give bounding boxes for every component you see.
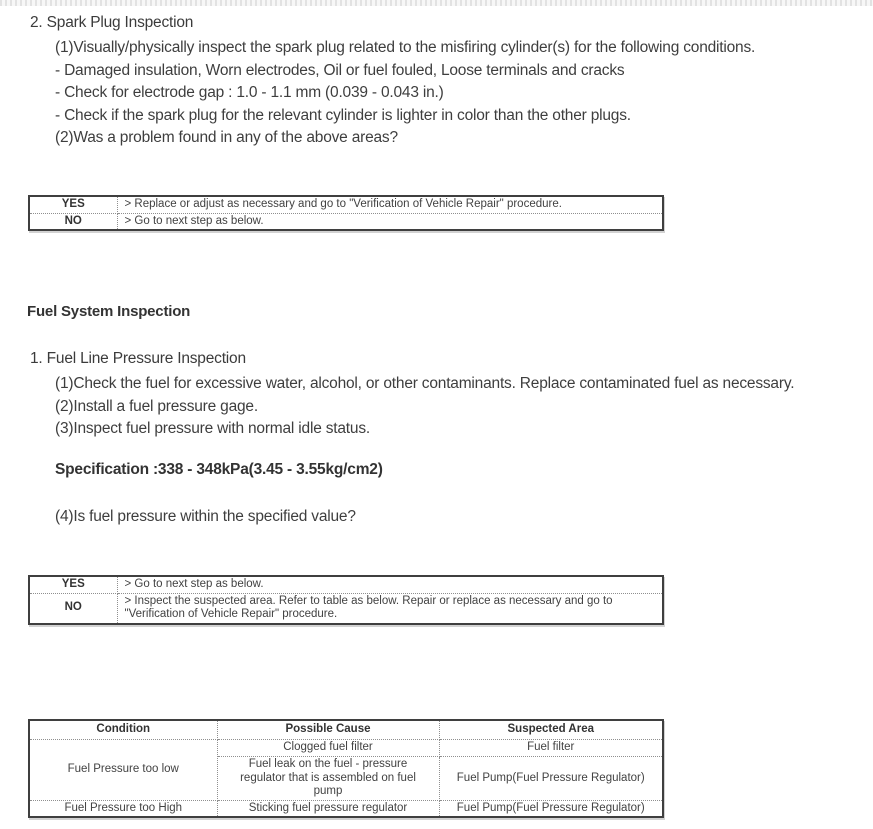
condition-cell: Fuel Pressure too low xyxy=(29,740,217,801)
condition-cell: Fuel Pressure too High xyxy=(29,800,217,817)
no-action-text: > Inspect the suspected area. Refer to table as below. Repair or replace as necessary and go to "Verification of Vehicle Repair" procedure. xyxy=(117,593,663,624)
specification-text: Specification :338 - 348kPa(3.45 - 3.55kg/cm2) xyxy=(55,461,383,478)
area-cell: Fuel Pump(Fuel Pressure Regulator) xyxy=(439,757,663,801)
spark-plug-section-title: 2. Spark Plug Inspection xyxy=(30,14,194,31)
procedure-step: (2)Install a fuel pressure gage. xyxy=(55,397,258,415)
procedure-step: (2)Was a problem found in any of the above areas? xyxy=(55,129,398,146)
yes-label: YES xyxy=(29,576,117,593)
column-header-condition: Condition xyxy=(29,720,217,740)
page-top-edge xyxy=(0,0,873,6)
procedure-step: (3)Inspect fuel pressure with normal idle status. xyxy=(55,420,370,437)
procedure-step: (1)Visually/physically inspect the spark plug related to the misfiring cylinder(s) for the following conditions. xyxy=(55,39,756,56)
fuel-pressure-diagnosis-table xyxy=(28,719,664,818)
table-header-row xyxy=(29,720,663,740)
table-row xyxy=(29,196,663,213)
table-row xyxy=(29,740,663,757)
area-cell: Fuel Pump(Fuel Pressure Regulator) xyxy=(439,800,663,817)
table-row xyxy=(29,800,663,817)
yes-label: YES xyxy=(29,196,117,213)
fuel-system-heading: Fuel System Inspection xyxy=(27,303,191,320)
fuel-pressure-decision-table xyxy=(28,575,664,625)
spark-plug-section-body xyxy=(55,37,860,150)
table-row xyxy=(29,576,663,593)
no-label: NO xyxy=(29,213,117,230)
table-row xyxy=(29,213,663,230)
column-header-possible-cause: Possible Cause xyxy=(217,720,439,740)
cause-cell: Clogged fuel filter xyxy=(217,740,439,757)
cause-cell: Sticking fuel pressure regulator xyxy=(217,800,439,817)
cause-cell: Fuel leak on the fuel - pressure regulator that is assembled on fuel pump xyxy=(217,757,439,801)
fuel-line-section-body xyxy=(55,373,860,441)
procedure-bullet: - Damaged insulation, Worn electrodes, Oil or fuel fouled, Loose terminals and cracks xyxy=(55,61,625,79)
no-action-text: > Go to next step as below. xyxy=(117,213,663,230)
column-header-suspected-area: Suspected Area xyxy=(439,720,663,740)
area-cell: Fuel filter xyxy=(439,740,663,757)
no-label: NO xyxy=(29,593,117,624)
procedure-step: (1)Check the fuel for excessive water, alcohol, or other contaminants. Replace contaminated fuel as necessary. xyxy=(55,375,795,392)
fuel-line-section-title: 1. Fuel Line Pressure Inspection xyxy=(30,350,246,367)
procedure-bullet: - Check if the spark plug for the relevant cylinder is lighter in color than the other plugs. xyxy=(55,106,631,124)
table-row xyxy=(29,593,663,624)
procedure-bullet: - Check for electrode gap : 1.0 - 1.1 mm (0.039 - 0.043 in.) xyxy=(55,84,444,101)
yes-action-text: > Replace or adjust as necessary and go to "Verification of Vehicle Repair" procedure. xyxy=(117,196,663,213)
spark-plug-decision-table xyxy=(28,195,664,231)
yes-action-text: > Go to next step as below. xyxy=(117,576,663,593)
procedure-question: (4)Is fuel pressure within the specified value? xyxy=(55,508,356,525)
